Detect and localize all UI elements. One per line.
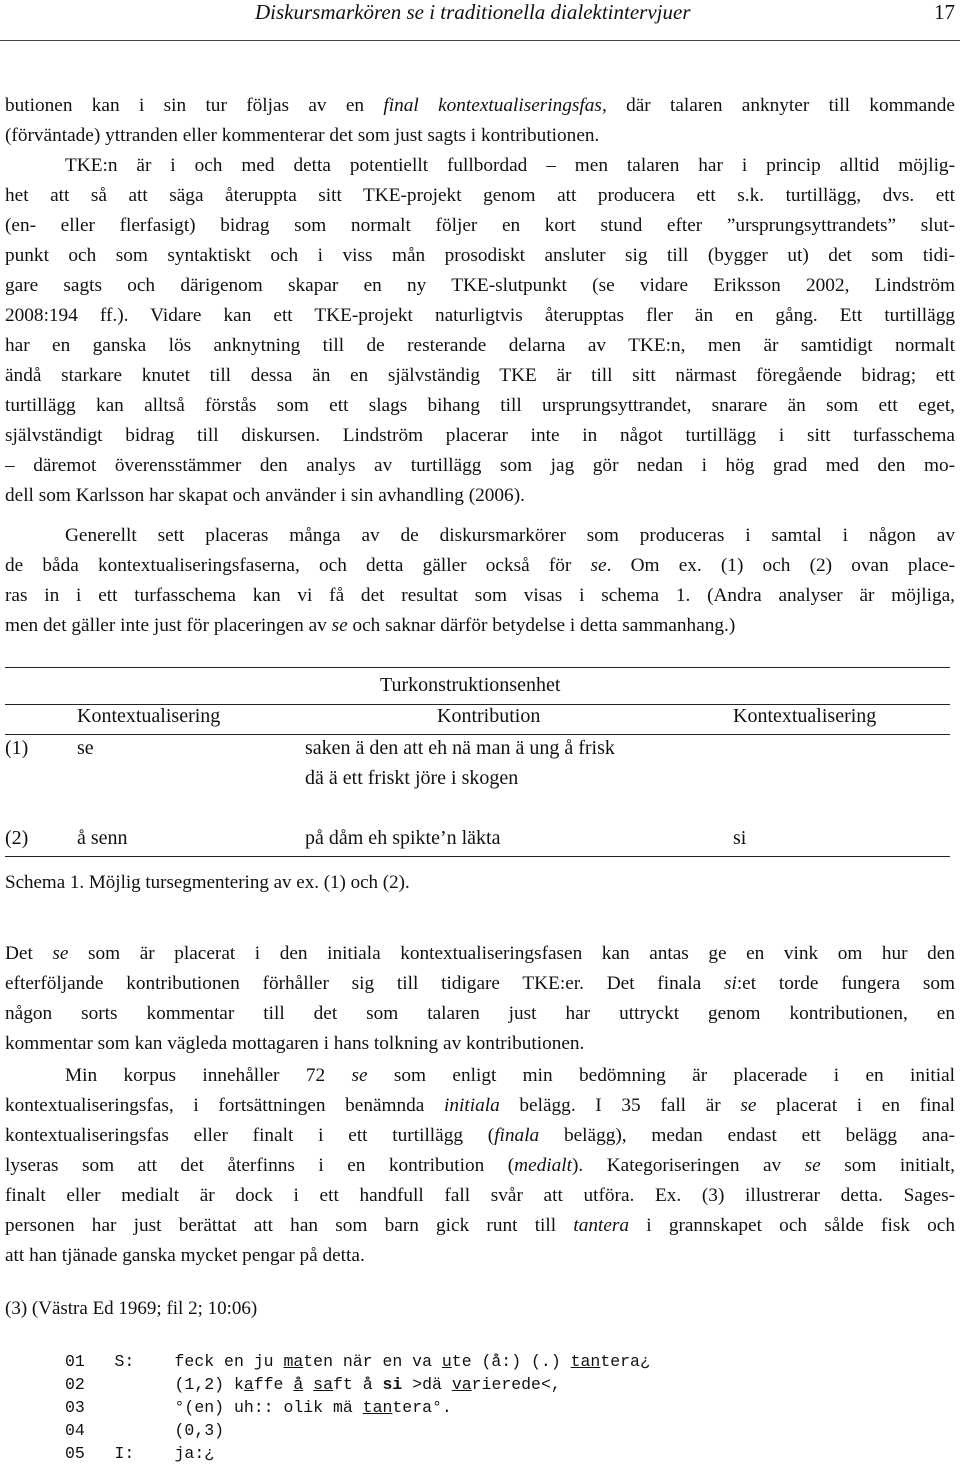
text-line: het att så att säga återuppta sitt TKE-projekt genom att producera ett s.k. turtillägg, dvs. ett: [5, 185, 955, 206]
column-header-1: Kontextualisering: [77, 705, 221, 727]
utterance-segment: sa: [313, 1375, 333, 1394]
utterance-segment: >dä: [402, 1375, 452, 1394]
row-number: (2): [5, 827, 29, 849]
text-line: kontextualiseringsfas eller finalt i ett turtillägg (finala belägg), medan endast ett belägg ana-: [5, 1125, 955, 1146]
utterance-segment: [303, 1375, 313, 1394]
line-number: 04: [65, 1421, 85, 1440]
utterance-segment: tan: [570, 1352, 601, 1371]
table-header-tke: Turkonstruktionsenhet: [380, 674, 561, 696]
text-line: men det gäller inte just för placeringen av se och saknar därför betydelse i detta sammanhang.): [5, 615, 736, 636]
utterance-segment: (0,3): [174, 1421, 225, 1440]
utterance-segment: a: [243, 1375, 254, 1394]
speaker-label: S:: [114, 1352, 135, 1371]
text-line: – däremot överensstämmer den analys av turtillägg som jag gör nedan i hög grad med den mo-: [5, 455, 955, 476]
row-post: si: [733, 827, 747, 849]
text-line: personen har just berättat att han som barn gick runt till tantera i grannskapet och sålde fisk och: [5, 1215, 955, 1236]
transcript-line: [65, 1419, 650, 1442]
utterance-segment: å: [293, 1375, 304, 1394]
page-number: 17: [934, 0, 955, 24]
text-line: självständigt bidrag till diskursen. Lindström placerar inte in något turtillägg i sitt turfasschema: [5, 425, 955, 446]
row-pre: se: [77, 737, 94, 759]
utterance-segment: ma: [283, 1352, 304, 1371]
text-line: någon sorts kommentar till det som talaren just har uttryckt genom kontributionen, en: [5, 1003, 955, 1024]
utterance-segment: tan: [362, 1398, 393, 1417]
paragraph-3: [5, 521, 955, 641]
table-rule: [5, 734, 950, 735]
schema-caption: Schema 1. Möjlig tursegmentering av ex. (1) och (2).: [5, 872, 410, 893]
text-line: de båda kontextualiseringsfaserna, och detta gäller också för se. Om ex. (1) och (2) ovan place-: [5, 555, 955, 576]
utterance-segment: tera¿: [600, 1352, 650, 1371]
text-line: butionen kan i sin tur följas av en final kontextualiseringsfas, där talaren anknyter till kommande: [5, 95, 955, 116]
line-number: 01: [65, 1352, 85, 1371]
utterance-segment: (1,2) k: [174, 1375, 244, 1394]
text-line: kontextualiseringsfas, i fortsättningen benämnda initiala belägg. I 35 fall är se placerat i en final: [5, 1095, 955, 1116]
paragraph-4: [5, 939, 955, 1059]
text-line: gare sagts och därigenom skapar en ny TKE-slutpunkt (se vidare Eriksson 2002, Lindström: [5, 275, 955, 296]
text-line: TKE:n är i och med detta potentiellt fullbordad – men talaren har i princip alltid möjlig-: [65, 155, 955, 176]
utterance-segment: si: [382, 1375, 403, 1394]
utterance-segment: ffe: [253, 1375, 294, 1394]
table-rule: [5, 856, 950, 857]
text-line: Det se som är placerat i den initiala kontextualiseringsfasen kan antas ge en vink om hur den: [5, 943, 955, 964]
utterance-segment: te (å:) (.): [451, 1352, 571, 1371]
utterance-segment: va: [451, 1375, 472, 1394]
text-line: Min korpus innehåller 72 se som enligt min bedömning är placerade i en initial: [65, 1065, 955, 1086]
text-line: Generellt sett placeras många av de diskursmarkörer som produceras i samtal i någon av: [65, 525, 955, 546]
utterance-segment: tera°.: [392, 1398, 452, 1417]
text-line: ras in i ett turfasschema kan vi få det resultat som visas i schema 1. (Andra analyser är möjliga,: [5, 585, 955, 606]
paragraph-5: [5, 1061, 955, 1271]
text-line: 2008:194 ff.). Vidare kan ett TKE-projekt naturligtvis återupptas fler än en gång. Ett turtillägg: [5, 305, 955, 326]
text-line: ändå starkare knutet till dessa än en självständig TKE är till sitt närmast föregående bidrag; ett: [5, 365, 955, 386]
text-line: (förväntade) yttranden eller kommenterar det som just sagts i kontributionen.: [5, 125, 600, 146]
row-main: på dåm eh spikte’n läkta: [305, 827, 501, 849]
text-line: turtillägg kan alltså förstås som ett slags bihang till ursprungsyttrandet, snarare än som ett eget,: [5, 395, 955, 416]
example-reference: (3) (Västra Ed 1969; fil 2; 10:06): [5, 1298, 258, 1319]
text-line: lyseras som att det återfinns i en kontribution (medialt). Kategoriseringen av se som initialt,: [5, 1155, 955, 1176]
text-line: kommentar som kan vägleda mottagaren i hans tolkning av kontributionen.: [5, 1033, 585, 1054]
utterance-segment: rierede<,: [471, 1375, 561, 1394]
running-title: Diskursmarkören se i traditionella dialektintervjuer: [255, 0, 691, 24]
row-main-cont: dä ä ett friskt jöre i skogen: [305, 767, 519, 789]
text-line: att han tjänade ganska mycket pengar på detta.: [5, 1245, 365, 1266]
utterance-segment: ja:¿: [174, 1444, 215, 1463]
text-line: efterföljande kontributionen förhåller sig till tidigare TKE:er. Det finala si:et torde fungera som: [5, 973, 955, 994]
text-line: punkt och som syntaktiskt och i viss mån prosodiskt ansluter sig till (bygger ut) det som tidi-: [5, 245, 955, 266]
utterance-segment: u: [441, 1352, 452, 1371]
text-line: dell som Karlsson har skapat och använder i sin avhandling (2006).: [5, 485, 525, 506]
row-main: saken ä den att eh nä man ä ung å frisk: [305, 737, 615, 759]
text-line: (en- eller flerfasigt) bidrag som normalt följer en kort stund efter ”ursprungsyttrandets” slut-: [5, 215, 955, 236]
text-line: har en ganska lös anknytning till de resterande delarna av TKE:n, men är samtidigt normalt: [5, 335, 955, 356]
paragraph-2: [5, 151, 955, 511]
running-header: [0, 0, 960, 41]
utterance-segment: ft å: [332, 1375, 383, 1394]
transcript: [65, 1350, 650, 1465]
transcript-line: [65, 1373, 650, 1396]
transcript-line: [65, 1396, 650, 1419]
row-pre: å senn: [77, 827, 128, 849]
transcript-line: [65, 1442, 650, 1465]
row-number: (1): [5, 737, 29, 759]
utterance-segment: °(en) uh:: olik mä: [174, 1398, 363, 1417]
table-rule: [5, 667, 950, 668]
text-line: finalt eller medialt är dock i ett handfull fall svår att utföra. Ex. (3) illustrerar detta. Sages-: [5, 1185, 955, 1206]
utterance-segment: ten när en va: [303, 1352, 442, 1371]
utterance-segment: feck en ju: [174, 1352, 284, 1371]
transcript-line: [65, 1350, 650, 1373]
line-number: 02: [65, 1375, 85, 1394]
paragraph-1: [5, 91, 955, 151]
line-number: 05: [65, 1444, 85, 1463]
column-header-3: Kontextualisering: [733, 705, 877, 727]
column-header-2: Kontribution: [437, 705, 541, 727]
speaker-label: I:: [114, 1444, 135, 1463]
line-number: 03: [65, 1398, 85, 1417]
